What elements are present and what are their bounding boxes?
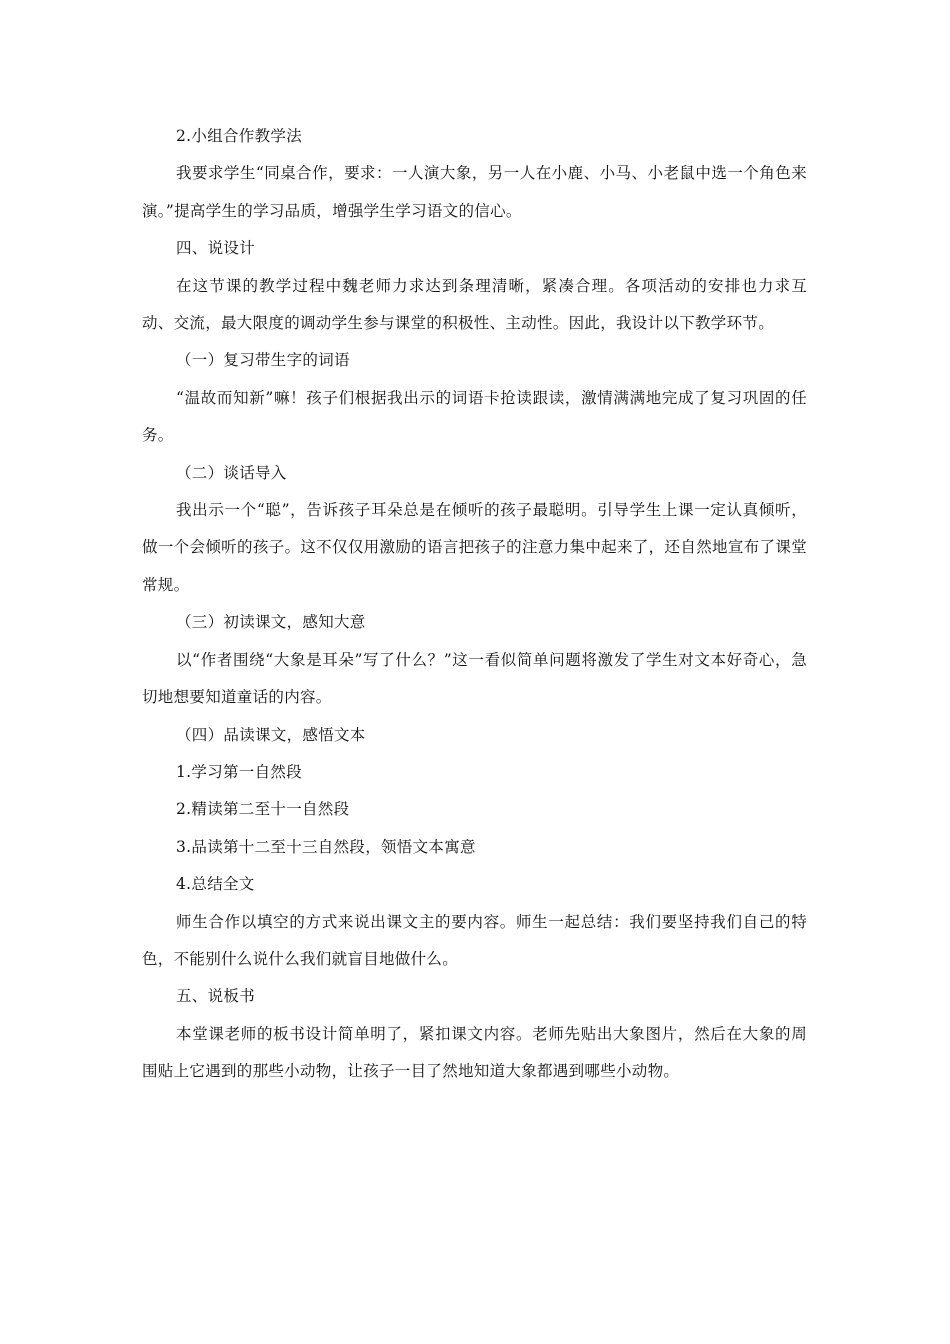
paragraph-design-intro: 在这节课的教学过程中魏老师力求达到条理清晰，紧凑合理。各项活动的安排也力求互动、交流，最大限度的调动学生参与课堂的积极性、主动性。因此，我设计以下教学环节。 <box>142 276 807 333</box>
list-item-3: 3.品读第十二至十三自然段，领悟文本寓意 <box>176 837 476 856</box>
section-heading-design: 四、说设计 <box>176 239 256 258</box>
document-body <box>142 118 807 1091</box>
paragraph-talk-intro: 我出示一个“聪”，告诉孩子耳朵总是在倾听的孩子最聪明。引导学生上课一定认真倾听，做一个会倾听的孩子。这不仅仅用激励的语言把孩子的注意力集中起来了，还自然地宣布了课堂常规。 <box>142 501 807 594</box>
list-item-2: 2.精读第二至十一自然段 <box>176 800 350 819</box>
section-heading-blackboard: 五、说板书 <box>176 987 256 1006</box>
subheading-talk-intro: （二）谈话导入 <box>176 463 287 482</box>
paragraph-first-reading: 以“作者围绕“大象是耳朵”写了什么？”这一看似简单问题将激发了学生对文本好奇心，急切地想要知道童话的内容。 <box>142 650 807 707</box>
paragraph-review-words: “温故而知新”嘛！孩子们根据我出示的词语卡抢读跟读，激情满满地完成了复习巩固的任务。 <box>142 388 807 445</box>
list-item-4: 4.总结全文 <box>176 875 255 894</box>
subheading-close-reading: （四）品读课文，感悟文本 <box>176 725 366 744</box>
subheading-first-reading: （三）初读课文，感知大意 <box>176 613 366 632</box>
paragraph-group-cooperation: 我要求学生“同桌合作，要求：一人演大象，另一人在小鹿、小马、小老鼠中选一个角色来演。”提高学生的学习品质，增强学生学习语文的信心。 <box>142 164 807 220</box>
paragraph-summary: 师生合作以填空的方式来说出课文主的要内容。师生一起总结：我们要坚持我们自己的特色，不能别什么说什么我们就盲目地做什么。 <box>142 912 807 968</box>
paragraph-blackboard: 本堂课老师的板书设计简单明了，紧扣课文内容。老师先贴出大象图片，然后在大象的周围贴上它遇到的那些小动物，让孩子一目了然地知道大象都遇到哪些小动物。 <box>142 1024 807 1081</box>
list-item-1: 1.学习第一自然段 <box>176 762 302 781</box>
subheading-review-words: （一）复习带生字的词语 <box>176 351 350 370</box>
section-heading-group-teaching: 2.小组合作教学法 <box>176 127 302 145</box>
